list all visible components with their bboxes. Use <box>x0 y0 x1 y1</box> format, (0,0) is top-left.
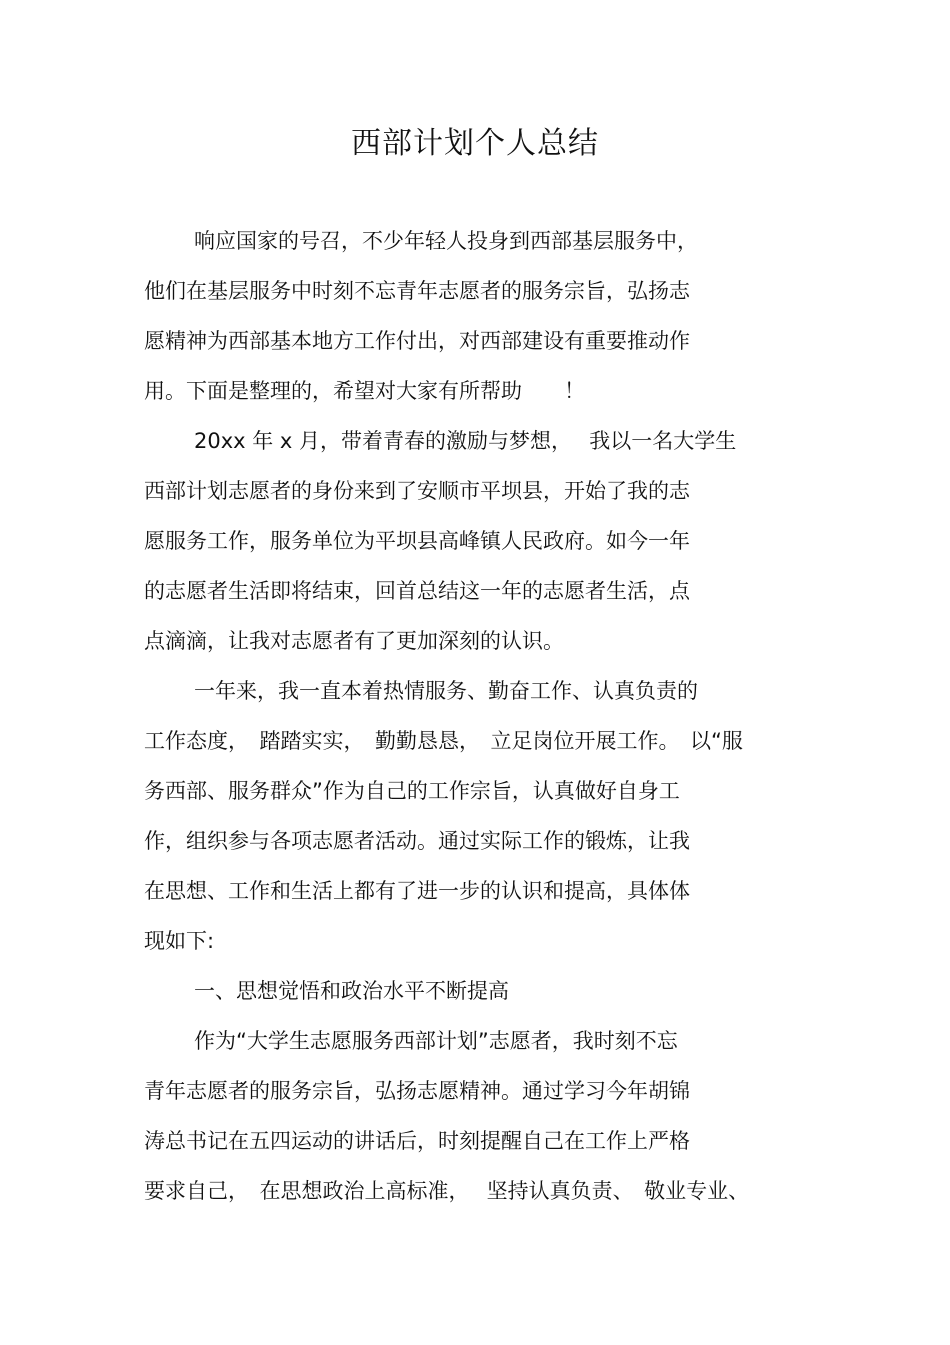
text-line: 愿服务工作，服务单位为平坝县高峰镇人民政府。如今一年 <box>144 529 690 553</box>
text-line: 在思想、工作和生活上都有了进一步的认识和提高，具体体 <box>144 879 690 903</box>
text-line: 的志愿者生活即将结束，回首总结这一年的志愿者生活，点 <box>144 579 690 603</box>
text-line: 一年来，我一直本着热情服务、勤奋工作、认真负责的 <box>194 679 698 703</box>
text-line: 现如下: <box>144 929 215 953</box>
text-line: 作为“大学生志愿服务西部计划”志愿者，我时刻不忘 <box>194 1029 678 1053</box>
text-line: 响应国家的号召，不少年轻人投身到西部基层服务中， <box>194 229 698 253</box>
text-line: 用。下面是整理的，希望对大家有所帮助 ！ <box>144 379 585 403</box>
text-line: 务西部、服务群众”作为自己的工作宗旨，认真做好自身工 <box>144 779 680 803</box>
text-line: 要求自己， 在思想政治上高标准， 坚持认真负责、 敬业专业、 <box>144 1179 750 1203</box>
text-line: 涛总书记在五四运动的讲话后，时刻提醒自己在工作上严格 <box>144 1129 690 1153</box>
text-line: 点滴滴，让我对志愿者有了更加深刻的认识。 <box>144 629 564 653</box>
text-line: 20xx 年 x 月，带着青春的激励与梦想， 我以一名大学生 <box>194 429 737 453</box>
document-title: 西部计划个人总结 <box>351 126 599 161</box>
text-line: 他们在基层服务中时刻不忘青年志愿者的服务宗旨，弘扬志 <box>144 279 690 303</box>
text-line: 西部计划志愿者的身份来到了安顺市平坝县，开始了我的志 <box>144 479 690 503</box>
text-line: 愿精神为西部基本地方工作付出，对西部建设有重要推动作 <box>144 329 690 353</box>
section-heading: 一、思想觉悟和政治水平不断提高 <box>194 979 509 1003</box>
text-line: 作，组织参与各项志愿者活动。通过实际工作的锻炼，让我 <box>144 829 690 853</box>
text-line: 青年志愿者的服务宗旨，弘扬志愿精神。通过学习今年胡锦 <box>144 1079 690 1103</box>
text-line: 工作态度， 踏踏实实， 勤勤恳恳， 立足岗位开展工作。 以“服 <box>144 729 743 753</box>
